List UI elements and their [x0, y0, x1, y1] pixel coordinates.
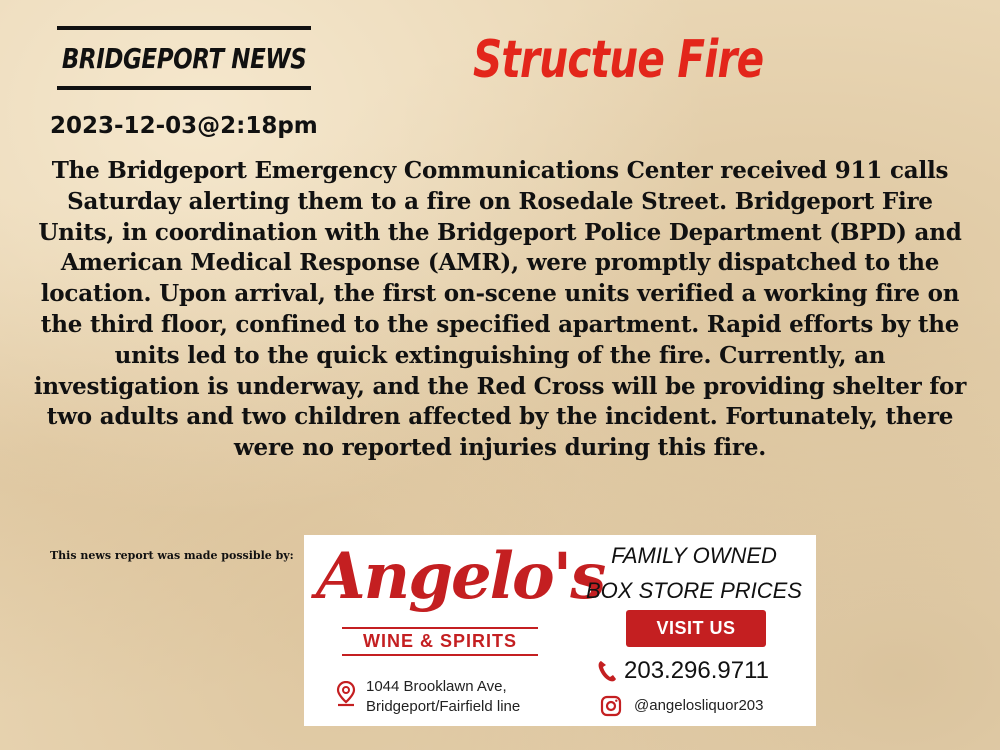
masthead: [57, 26, 311, 90]
article-body: The Bridgeport Emergency Communications Center received 911 calls Saturday alerting them to a fire on Rosedale Street. Bridgeport Fire Units, in coordination with the Bridgeport Police Department (BPD) and American Medical Response (AMR), were promptly dispatched to the location. Upon arrival, the first on-scene units verified a working fire on the third floor, confined to the specified apartment. Rapid efforts by the units led to the quick extinguishing of the fire. Currently, an investigation is underway, and the Red Cross will be providing shelter for two adults and two children affected by the incident. Fortunately, there were no reported injuries during this fire.: [33, 157, 967, 462]
ad-tagline-family-owned: FAMILY OWNED: [611, 543, 777, 568]
phone-icon: [596, 659, 618, 683]
ad-phone[interactable]: 203.296.9711: [624, 657, 770, 684]
location-pin-icon: [336, 681, 356, 707]
ad-instagram-handle[interactable]: @angelosliquor203: [634, 697, 764, 714]
dateline: 2023-12-03@2:18pm: [50, 113, 318, 139]
visit-us-button[interactable]: VISIT US: [626, 610, 766, 647]
ad-brand-logo: Angelo's: [316, 539, 605, 614]
headline: Structue Fire: [473, 30, 764, 90]
ad-subbrand-rule-bottom: [342, 654, 538, 656]
ad-subbrand-text: WINE & SPIRITS: [362, 631, 517, 651]
ad-address-line1: 1044 Brooklawn Ave,: [366, 678, 507, 695]
ad-address-line2: Bridgeport/Fairfield line: [366, 698, 521, 715]
ad-subbrand: [342, 627, 538, 656]
ad-tagline-box-store-prices: BOX STORE PRICES: [586, 578, 802, 603]
sponsor-ad[interactable]: [304, 535, 816, 726]
instagram-icon: [600, 695, 622, 717]
masthead-title: BRIDGEPORT NEWS: [61, 41, 307, 75]
ad-address: [366, 677, 520, 717]
sponsor-note: This news report was made possible by:: [50, 549, 294, 562]
